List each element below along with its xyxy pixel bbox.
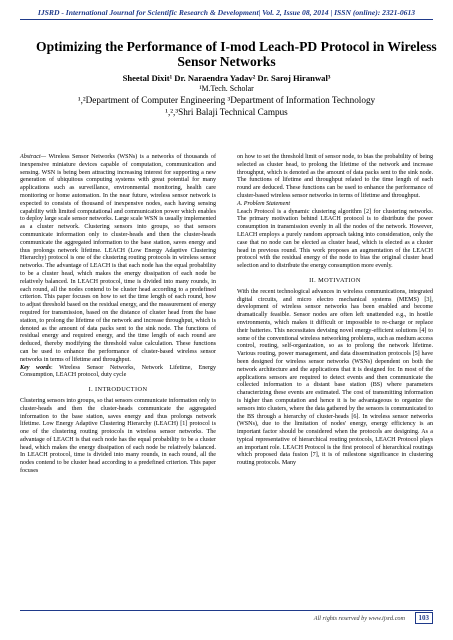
abstract-text: Wireless Sensor Networks (WSNs) is a networks of thousands of inexpensive miniature devices capable of computation, communication and sensing. WSN is being been attracting increasing interest for supporting a new generation of ubiquitous computing systems with great potential for many applications such as surveillance, environmental monitoring, health care monitoring or home automation. In the near future, wireless sensor network is expected to consists of thousand of inexpensive nodes, each having sensing capability with limited computational and communication power which enables to deploy large scale sensor networks. Large scale WSN is usually implemented as a cluster network. Clustering sensors into groups, so that sensors communicate information only to cluster-heads and then the cluster-heads communicate the aggregated information to the base station, saves energy and thus prolongs network lifetime. LEACH (Low Energy Adaptive Clustering Hierarchy) protocol is one of the clustering routing protocols in wireless sensor networks. The advantage of LEACH is that each node has the equal probability to be a cluster head, which makes the energy dissipation of each node be relatively balanced. In LEACH protocol, time is divided into many rounds, in each round, all the nodes contend to be cluster head according to a predefined criterion. This paper focuses on how to set the time length of each round, how to adjust threshold based on the residual energy, and the measurement of energy required for transmission, based on the distance of cluster head from the base station, to prolong the lifetime of the network and increase throughput, which is denoted as the amount of data packs sent to the sink node. The functions of residual energy and required energy, and the time length of each round are deduced, thereby modifying the threshold value calculation. These functions can be used to enhance the performance of cluster-based wireless sensor networks in terms of lifetime and throughput.	[20, 154, 216, 363]
departments: ¹,²Department of Computer Engineering ³Department of Information Technology	[77, 95, 376, 105]
page-footer	[20, 610, 433, 627]
section-heading-introduction: I. INTRODUCTION	[88, 386, 148, 394]
abstract	[20, 154, 216, 365]
left-column	[20, 154, 216, 476]
abstract-label: Abstract—	[20, 154, 47, 160]
keywords-label: Key words	[20, 364, 51, 371]
title-line-1: Optimizing the Performance of I-mod Leach-PD Protocol in Wireless	[36, 39, 437, 54]
paragraph-continued: on how to set the threshold limit of sensor node, to bias the probability of being selected as cluster head, to prolong the lifetime of the network and increase throughput, which is denoted as the amount of data packs sent to the sink node. The functions of lifetime and throughput related to the time length of each round are deduced. These functions can be used to enhance the performance of cluster-based wireless sensor networks in terms of lifetime and throughput.	[237, 154, 433, 199]
college: ¹,²,³Shri Balaji Technical Campus	[165, 107, 288, 117]
problem-paragraph: Leach Protocol is a dynamic clustering algorithm [2] for clustering networks. The primary motivation behind LEACH protocol is to distribute the power consumption in transmission evenly in all the nodes of the network. However, LEACH employs a purely random approach taking into consideration, only the case that no node can be elected as cluster head, which is elected as a cluster head in previous round. This work proposes an augmentation of the LEACH protocol with the residual energy of the node to bias the original cluster head selection and to distribute the energy consumption more evenly.	[237, 208, 433, 270]
header-rule	[20, 19, 433, 20]
author-block	[30, 73, 423, 118]
author-role: ¹M.Tech. Scholar	[199, 84, 254, 93]
journal-header: IJSRD - International Journal for Scientific Research & Development| Vol. 2, Issue 08, 2014 | ISSN (online): 2321-0613	[37, 8, 416, 17]
keywords-text: : Wireless Sensor Networks, Network Lifetime, Energy Consumption, LEACH protocol, duty cycle	[20, 364, 217, 379]
title-line-2: Sensor Networks	[177, 54, 276, 69]
authors: Sheetal Dixit¹ Dr. Naraendra Yadav² Dr. Saroj Hiranwal³	[122, 73, 331, 83]
keywords	[20, 365, 216, 381]
subsection-heading-problem: A. Problem Statement	[237, 200, 291, 207]
section-heading-motivation: II. MOTIVATION	[309, 276, 361, 284]
page-number: 103	[415, 612, 434, 624]
introduction-paragraph: Clustering sensors into groups, so that sensors communicate information only to cluster-heads and then the cluster-heads communicate the aggregated information to the base station, saves energy and thus prolongs network lifetime. Low Energy Adaptive Clustering Hierarchy (LEACH) [1] protocol is one of the clustering routing protocols in wireless sensor networks. The advantage of LEACH is that each node has the equal probability to be a cluster head, which makes the energy dissipation of each node be relatively balanced. In LEACH protocol, time is divided into many rounds, in each round, all the nodes contend to be cluster head according to a predefined criterion. This paper focuses	[20, 397, 216, 475]
right-column	[237, 154, 433, 468]
motivation-paragraph: With the recent technological advances in wireless communications, integrated digital circuits, and micro electro mechanical systems (MEMS) [3], development of wireless sensor networks has been enabled and become dramatically feasible. Sensor nodes are often left unattended e.g., in hostile environments, which makes it difficult or impossible to re-charge or replace their batteries. This necessitates devising novel energy-efficient solutions [4] to some of the conventional wireless networking problems, such as medium access control, routing, self-organization, so as to prolong the network lifetime. Various routing, power management, and data dissemination protocols [5] have been designed for wireless sensor networks (WSNs) dependent on both the network architecture and the applications that it is designed for. In most of the applications sensors are required to detect events and then communicate the collected information to a distant base station (BS) where parameters characterizing these events are estimated. The cost of transmitting information is higher than computation and hence it is be advantageous to organize the sensors into clusters, where the data gathered by the sensors is communicated to the BS through a hierarchy of cluster-heads [6]. In wireless sensor networks (WSNs), due to the limitation of nodes' energy, energy efficiency is an important factor should be considered when the protocols are designing. As a typical representative of hierarchical routing protocols, LEACH Protocol plays an important role. LEACH Protocol is the first protocol of hierarchical routings which proposed data fusion [7], it is of milestone significance in clustering routing protocols. Many	[237, 288, 433, 467]
footer-rights: All rights reserved by www.ijsrd.com	[313, 615, 405, 622]
paper-title	[36, 39, 437, 69]
